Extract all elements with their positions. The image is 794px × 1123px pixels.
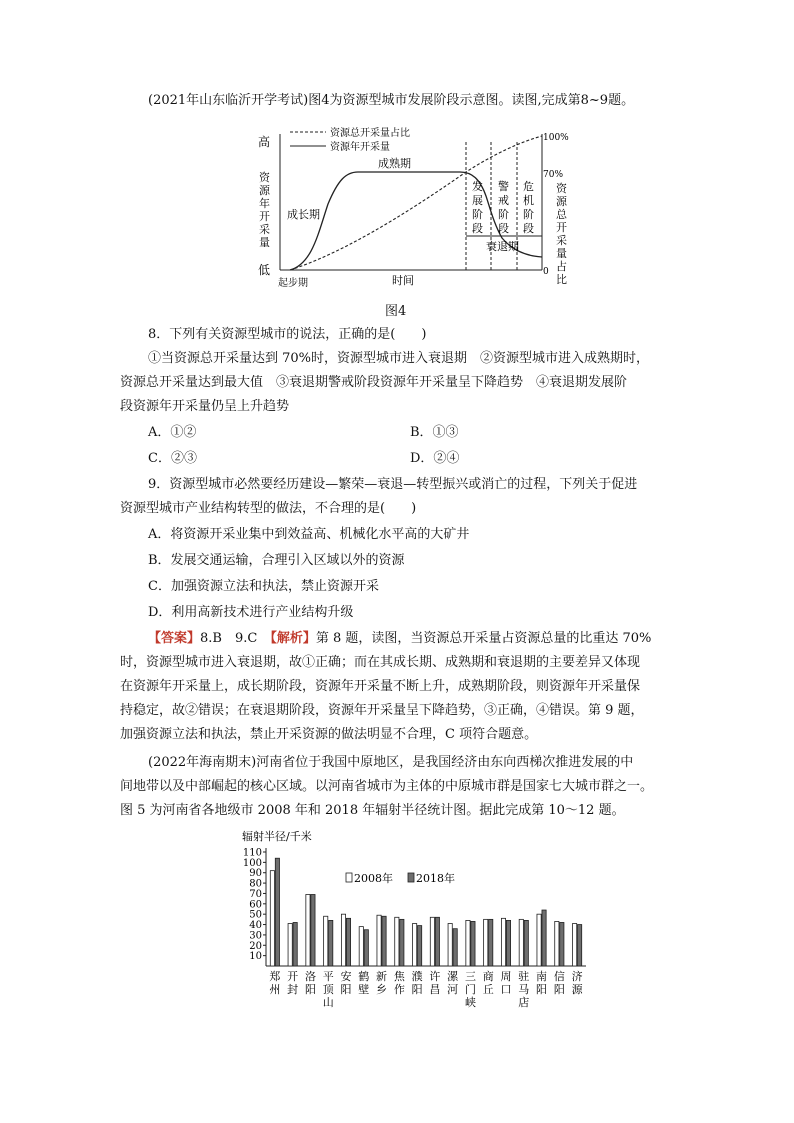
category-label-济源 <box>572 969 584 996</box>
bar-2008年-周口 <box>501 918 505 966</box>
svg-text:开: 开 <box>259 210 270 223</box>
category-label-char: 洛 <box>304 970 316 983</box>
category-label-char: 阳 <box>304 983 316 996</box>
q8-statement-line-3: 段资源年开采量仍呈上升趋势 <box>120 399 290 414</box>
q9-stem-line-1: 9．资源型城市必然要经历建设—繁荣—衰退—转型振兴或消亡的过程，下列关于促进 <box>148 477 638 492</box>
svg-text:开: 开 <box>556 221 567 234</box>
answer-line-1 <box>148 630 708 648</box>
category-label-char: 马 <box>518 983 530 996</box>
fig4-y-left-title <box>259 170 271 249</box>
category-label-商丘 <box>483 969 494 996</box>
fig4-y-right-title <box>556 181 568 286</box>
analysis-line-2: 时，资源型城市进入衰退期，故①正确；而在其成长期、成熟期和衰退期的主要差异又体现 <box>120 655 641 670</box>
y-tick-label: 50 <box>249 909 262 921</box>
y-tick-label: 90 <box>249 868 262 880</box>
category-label-char: 阳 <box>536 983 548 996</box>
bar-2008年-商丘 <box>484 919 488 966</box>
svg-text:源: 源 <box>259 184 270 197</box>
category-label-char: 昌 <box>429 983 441 996</box>
svg-text:阶: 阶 <box>523 208 534 221</box>
legend-swatch-2008年 <box>346 873 352 882</box>
bar-2018年-济源 <box>578 925 582 966</box>
fig4-stage-develop <box>472 179 483 235</box>
legend-label-2018年: 2018年 <box>416 872 455 885</box>
q9-option-c[interactable]: C．加强资源立法和执法，禁止资源开采 <box>148 579 379 594</box>
category-label-安阳 <box>341 969 352 996</box>
y-tick-label: 30 <box>249 930 262 942</box>
category-label-char: 封 <box>287 983 299 996</box>
category-label-char: 焦 <box>393 970 405 983</box>
bar-2008年-新乡 <box>377 915 381 966</box>
q8-statement-line-1: ①当资源总开采量达到 70%时，资源型城市进入衰退期 ②资源型城市进入成熟期时， <box>148 351 650 366</box>
category-label-驻马店 <box>518 970 529 1009</box>
svg-text:总: 总 <box>556 208 567 221</box>
category-label-char: 乡 <box>376 983 388 996</box>
category-label-char: 源 <box>571 983 583 996</box>
fig4-stage-warn <box>498 179 509 235</box>
fig4-stage-start: 起步期 <box>278 278 308 289</box>
category-label-char: 濮 <box>411 970 423 983</box>
analysis-line-3: 在资源年开采量上，成长期阶段，资源年开采量不断上升，成熟期阶段，则资源年开采量保 <box>120 679 641 694</box>
category-label-char: 驻 <box>518 970 530 983</box>
figure-4-diagram <box>250 124 580 294</box>
bar-2018年-周口 <box>506 920 510 966</box>
figure-5-bar-chart <box>236 826 596 1026</box>
category-label-许昌 <box>429 969 440 996</box>
bar-2018年-安阳 <box>346 918 350 966</box>
intro-10-12-line-1: (2022年海南期末)河南省位于我国中原地区，是我国经济由东向西梯次推进发展的中 <box>148 755 634 770</box>
legend-label-2008年: 2008年 <box>354 872 393 885</box>
bar-2018年-鹤壁 <box>364 930 368 966</box>
svg-text:量: 量 <box>556 247 567 260</box>
bar-2018年-新乡 <box>382 916 386 966</box>
fig4-legend-solid: 资源年开采量 <box>330 142 390 153</box>
analysis-tag: 【解析】 <box>270 631 316 646</box>
fig4-legend-dashed: 资源总开采量占比 <box>330 128 410 139</box>
svg-text:采: 采 <box>556 234 567 247</box>
analysis-line-5: 加强资源立法和执法，禁止开采资源的做法明显不合理，C 项符合题意。 <box>120 727 538 742</box>
category-label-char: 山 <box>322 996 334 1009</box>
category-label-周口 <box>501 970 512 996</box>
svg-text:资: 资 <box>259 171 270 184</box>
category-label-焦作 <box>394 969 406 996</box>
category-label-洛阳 <box>305 970 316 996</box>
svg-text:阶: 阶 <box>498 208 509 221</box>
category-label-南阳 <box>536 970 547 996</box>
fig4-stage-decline: 衰退期 <box>486 240 519 253</box>
question-intro-8-9: (2021年山东临沂开学考试)图4为资源型城市发展阶段示意图。读图,完成第8~9题。 <box>148 93 635 108</box>
bar-2008年-许昌 <box>430 917 434 966</box>
category-label-新乡 <box>376 970 387 996</box>
bar-2018年-南阳 <box>542 910 546 966</box>
category-label-三门峡 <box>465 970 476 1009</box>
legend-swatch-2018年 <box>408 873 414 882</box>
category-label-char: 济 <box>571 970 583 983</box>
bar-2018年-郑州 <box>275 858 279 966</box>
svg-text:展: 展 <box>472 194 483 207</box>
answer-values: 8.B 9.C <box>200 631 271 646</box>
bar-2018年-平顶山 <box>329 920 333 966</box>
category-label-char: 门 <box>464 983 476 996</box>
svg-text:采: 采 <box>259 223 270 236</box>
q8-option-b[interactable]: B．①③ <box>410 425 459 440</box>
q8-stem: 8．下列有关资源型城市的说法，正确的是( ) <box>148 327 427 342</box>
category-label-char: 顶 <box>322 983 334 996</box>
fig4-right-100: 100% <box>543 133 569 143</box>
category-label-char: 阳 <box>340 983 352 996</box>
category-label-char: 阳 <box>411 983 423 996</box>
fig4-stage-mature: 成熟期 <box>378 157 411 170</box>
svg-text:量: 量 <box>259 236 270 249</box>
svg-text:段: 段 <box>472 222 483 235</box>
bar-2018年-三门峡 <box>471 921 475 966</box>
figure-4-caption: 图4 <box>385 304 407 319</box>
category-label-开封 <box>287 970 298 996</box>
category-label-char: 信 <box>553 970 565 983</box>
bar-2018年-驻马店 <box>524 920 528 966</box>
svg-text:警: 警 <box>498 180 509 193</box>
fig4-y-low: 低 <box>258 263 271 277</box>
bar-2018年-商丘 <box>489 919 493 966</box>
bar-2008年-平顶山 <box>324 916 328 966</box>
q8-option-a[interactable]: A．①② <box>148 425 197 440</box>
bar-2008年-信阳 <box>555 921 559 966</box>
y-tick-label: 60 <box>249 899 262 911</box>
category-label-char: 鹤 <box>358 970 370 983</box>
svg-text:段: 段 <box>498 222 509 235</box>
chart-y-axis-title: 辐射半径/千米 <box>242 830 312 843</box>
bar-2008年-南阳 <box>537 914 541 966</box>
bar-2018年-许昌 <box>435 917 439 966</box>
bar-2008年-濮阳 <box>413 924 417 966</box>
q9-option-a[interactable]: A．将资源开采业集中到效益高、机械化水平高的大矿井 <box>148 527 470 542</box>
category-label-濮阳 <box>412 969 423 996</box>
svg-text:源: 源 <box>556 195 567 208</box>
category-label-char: 新 <box>376 970 388 983</box>
svg-text:段: 段 <box>523 222 534 235</box>
q8-option-d[interactable]: D．②④ <box>410 451 460 466</box>
bar-2018年-濮阳 <box>418 926 422 966</box>
category-label-char: 口 <box>500 983 512 996</box>
category-label-char: 安 <box>340 970 352 983</box>
bar-2018年-开封 <box>293 922 297 966</box>
bar-2008年-郑州 <box>270 871 274 966</box>
svg-text:年: 年 <box>259 197 270 210</box>
category-label-char: 郑 <box>269 970 281 983</box>
category-label-char: 阳 <box>553 983 565 996</box>
bar-2008年-开封 <box>288 924 292 966</box>
answer-tag: 【答案】 <box>148 631 201 646</box>
bar-2008年-鹤壁 <box>359 927 363 966</box>
fig4-stage-crisis <box>523 179 534 235</box>
bar-2008年-漯河 <box>448 924 452 966</box>
bar-2018年-漯河 <box>453 929 457 966</box>
bar-2008年-安阳 <box>341 914 345 966</box>
category-label-鹤壁 <box>358 969 369 996</box>
svg-text:占: 占 <box>556 260 567 273</box>
fig4-y-high: 高 <box>258 135 271 149</box>
q8-option-c[interactable]: C．②③ <box>148 451 197 466</box>
bar-2018年-焦作 <box>400 919 404 966</box>
fig4-stage-growth: 成长期 <box>287 208 320 221</box>
category-label-char: 州 <box>269 983 281 996</box>
fig4-right-70: 70% <box>543 170 564 180</box>
category-label-char: 开 <box>287 970 299 983</box>
category-label-char: 峡 <box>464 996 476 1009</box>
bar-2018年-信阳 <box>560 922 564 966</box>
q9-option-d[interactable]: D．利用高新技术进行产业结构升级 <box>148 605 354 620</box>
bar-2018年-洛阳 <box>311 894 315 966</box>
category-label-char: 店 <box>518 996 530 1009</box>
category-label-char: 平 <box>322 970 334 983</box>
fig4-x-label: 时间 <box>392 274 414 287</box>
bar-2008年-济源 <box>573 924 577 966</box>
analysis-line-1: 第 8 题，读图，当资源总开采量占资源总量的比重达 70% <box>315 631 652 646</box>
category-label-char: 三 <box>464 970 476 983</box>
y-tick-label: 20 <box>249 940 262 952</box>
category-label-char: 商 <box>482 970 494 983</box>
svg-text:比: 比 <box>556 273 567 286</box>
category-label-char: 丘 <box>482 983 494 996</box>
intro-10-12-line-2: 间地带以及中部崛起的核心区域。以河南省城市为主体的中原城市群是国家七大城市群之一。 <box>120 779 654 794</box>
svg-text:危: 危 <box>523 180 534 193</box>
bar-2008年-三门峡 <box>466 920 470 966</box>
category-label-char: 漯 <box>447 970 459 983</box>
y-tick-label: 100 <box>242 857 262 869</box>
intro-10-12-line-3: 图 5 为河南省各地级市 2008 年和 2018 年辐射半径统计图。据此完成第 10～12 题。 <box>120 803 625 818</box>
category-label-char: 作 <box>393 983 405 996</box>
bar-2008年-驻马店 <box>519 919 523 966</box>
category-label-char: 周 <box>500 970 512 983</box>
category-label-char: 南 <box>536 970 548 983</box>
analysis-line-4: 持稳定，故②错误；在衰退期阶段，资源年开采量呈下降趋势，③正确，④错误。第 9 题， <box>120 703 644 718</box>
q8-statement-line-2: 资源总开采量达到最大值 ③衰退期警戒阶段资源年开采量呈下降趋势 ④衰退期发展阶 <box>120 375 628 390</box>
q9-option-b[interactable]: B．发展交通运输，合理引入区域以外的资源 <box>148 553 405 568</box>
category-label-漯河 <box>447 970 459 996</box>
category-label-郑州 <box>269 969 280 996</box>
bar-2008年-洛阳 <box>306 894 310 966</box>
y-tick-label: 80 <box>249 878 262 890</box>
category-label-char: 壁 <box>358 983 370 996</box>
svg-text:发: 发 <box>472 180 483 193</box>
y-tick-label: 110 <box>242 847 262 859</box>
svg-text:资: 资 <box>556 182 567 195</box>
svg-text:阶: 阶 <box>472 208 483 221</box>
category-label-char: 河 <box>447 983 459 996</box>
category-label-char: 许 <box>429 970 441 983</box>
y-tick-label: 40 <box>249 920 262 932</box>
svg-text:戒: 戒 <box>498 194 509 207</box>
bar-2008年-焦作 <box>395 917 399 966</box>
y-tick-label: 10 <box>249 951 262 963</box>
fig4-right-0: 0 <box>543 267 549 277</box>
q9-stem-line-2: 资源型城市产业结构转型的做法，不合理的是( ) <box>120 501 417 516</box>
y-tick-label: 70 <box>249 888 262 900</box>
category-label-信阳 <box>554 969 565 996</box>
category-label-平顶山 <box>323 970 335 1009</box>
svg-text:机: 机 <box>523 194 534 207</box>
